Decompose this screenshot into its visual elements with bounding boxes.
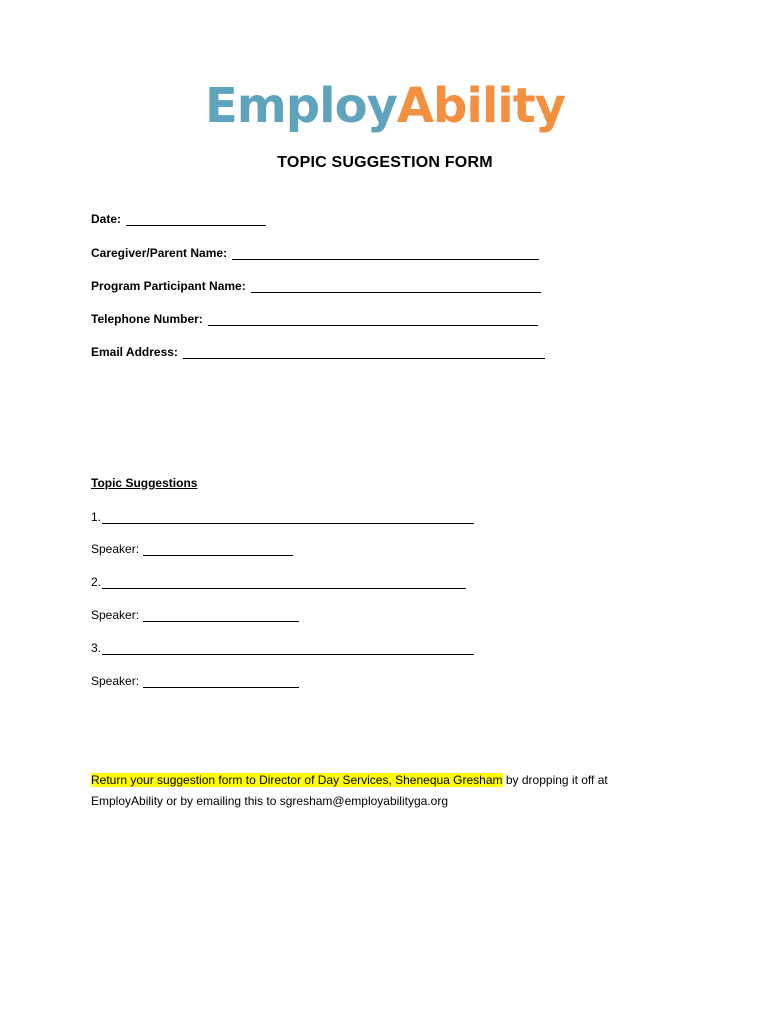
form-title: TOPIC SUGGESTION FORM xyxy=(277,154,493,171)
speaker-1-label: Speaker: xyxy=(91,542,140,556)
speaker-3-input-line[interactable] xyxy=(143,675,299,688)
suggestion-1 xyxy=(91,510,474,524)
participant-name-field xyxy=(91,279,541,293)
suggestion-3 xyxy=(91,641,474,655)
participant-name-input-line[interactable] xyxy=(251,280,541,293)
return-instructions-rest: by dropping it off at EmployAbility or by emailing this to sgresham@employabilityga.org xyxy=(91,773,608,808)
speaker-1-input-line[interactable] xyxy=(143,543,293,556)
suggestion-2 xyxy=(91,575,466,589)
speaker-3-label: Speaker: xyxy=(91,674,140,688)
return-instructions-highlighted: Return your suggestion form to Director of Day Services, Shenequa Gresham xyxy=(91,773,503,787)
suggestion-1-input-line[interactable] xyxy=(102,511,474,524)
participant-name-label: Program Participant Name: xyxy=(91,279,246,293)
speaker-2-label: Speaker: xyxy=(91,608,140,622)
speaker-2 xyxy=(91,608,299,622)
date-input-line[interactable] xyxy=(126,213,266,226)
suggestion-2-input-line[interactable] xyxy=(102,576,466,589)
speaker-3 xyxy=(91,674,299,688)
suggestion-2-number: 2. xyxy=(91,575,102,589)
caregiver-name-input-line[interactable] xyxy=(232,247,539,260)
speaker-1 xyxy=(91,542,293,556)
employability-logo xyxy=(0,76,770,136)
suggestion-3-number: 3. xyxy=(91,641,102,655)
date-label: Date: xyxy=(91,212,122,226)
email-field xyxy=(91,345,545,359)
speaker-2-input-line[interactable] xyxy=(143,609,299,622)
logo-ability-text: Ability xyxy=(396,78,565,134)
suggestion-1-number: 1. xyxy=(91,510,102,524)
caregiver-name-field xyxy=(91,246,539,260)
telephone-field xyxy=(91,312,538,326)
email-input-line[interactable] xyxy=(183,346,545,359)
return-instructions xyxy=(91,770,671,812)
telephone-label: Telephone Number: xyxy=(91,312,203,326)
logo-employ-text: Employ xyxy=(205,78,397,134)
email-label: Email Address: xyxy=(91,345,178,359)
suggestion-3-input-line[interactable] xyxy=(102,642,474,655)
date-field xyxy=(91,212,266,226)
telephone-input-line[interactable] xyxy=(208,313,538,326)
caregiver-name-label: Caregiver/Parent Name: xyxy=(91,246,228,260)
topic-suggestions-heading: Topic Suggestions xyxy=(91,476,198,490)
